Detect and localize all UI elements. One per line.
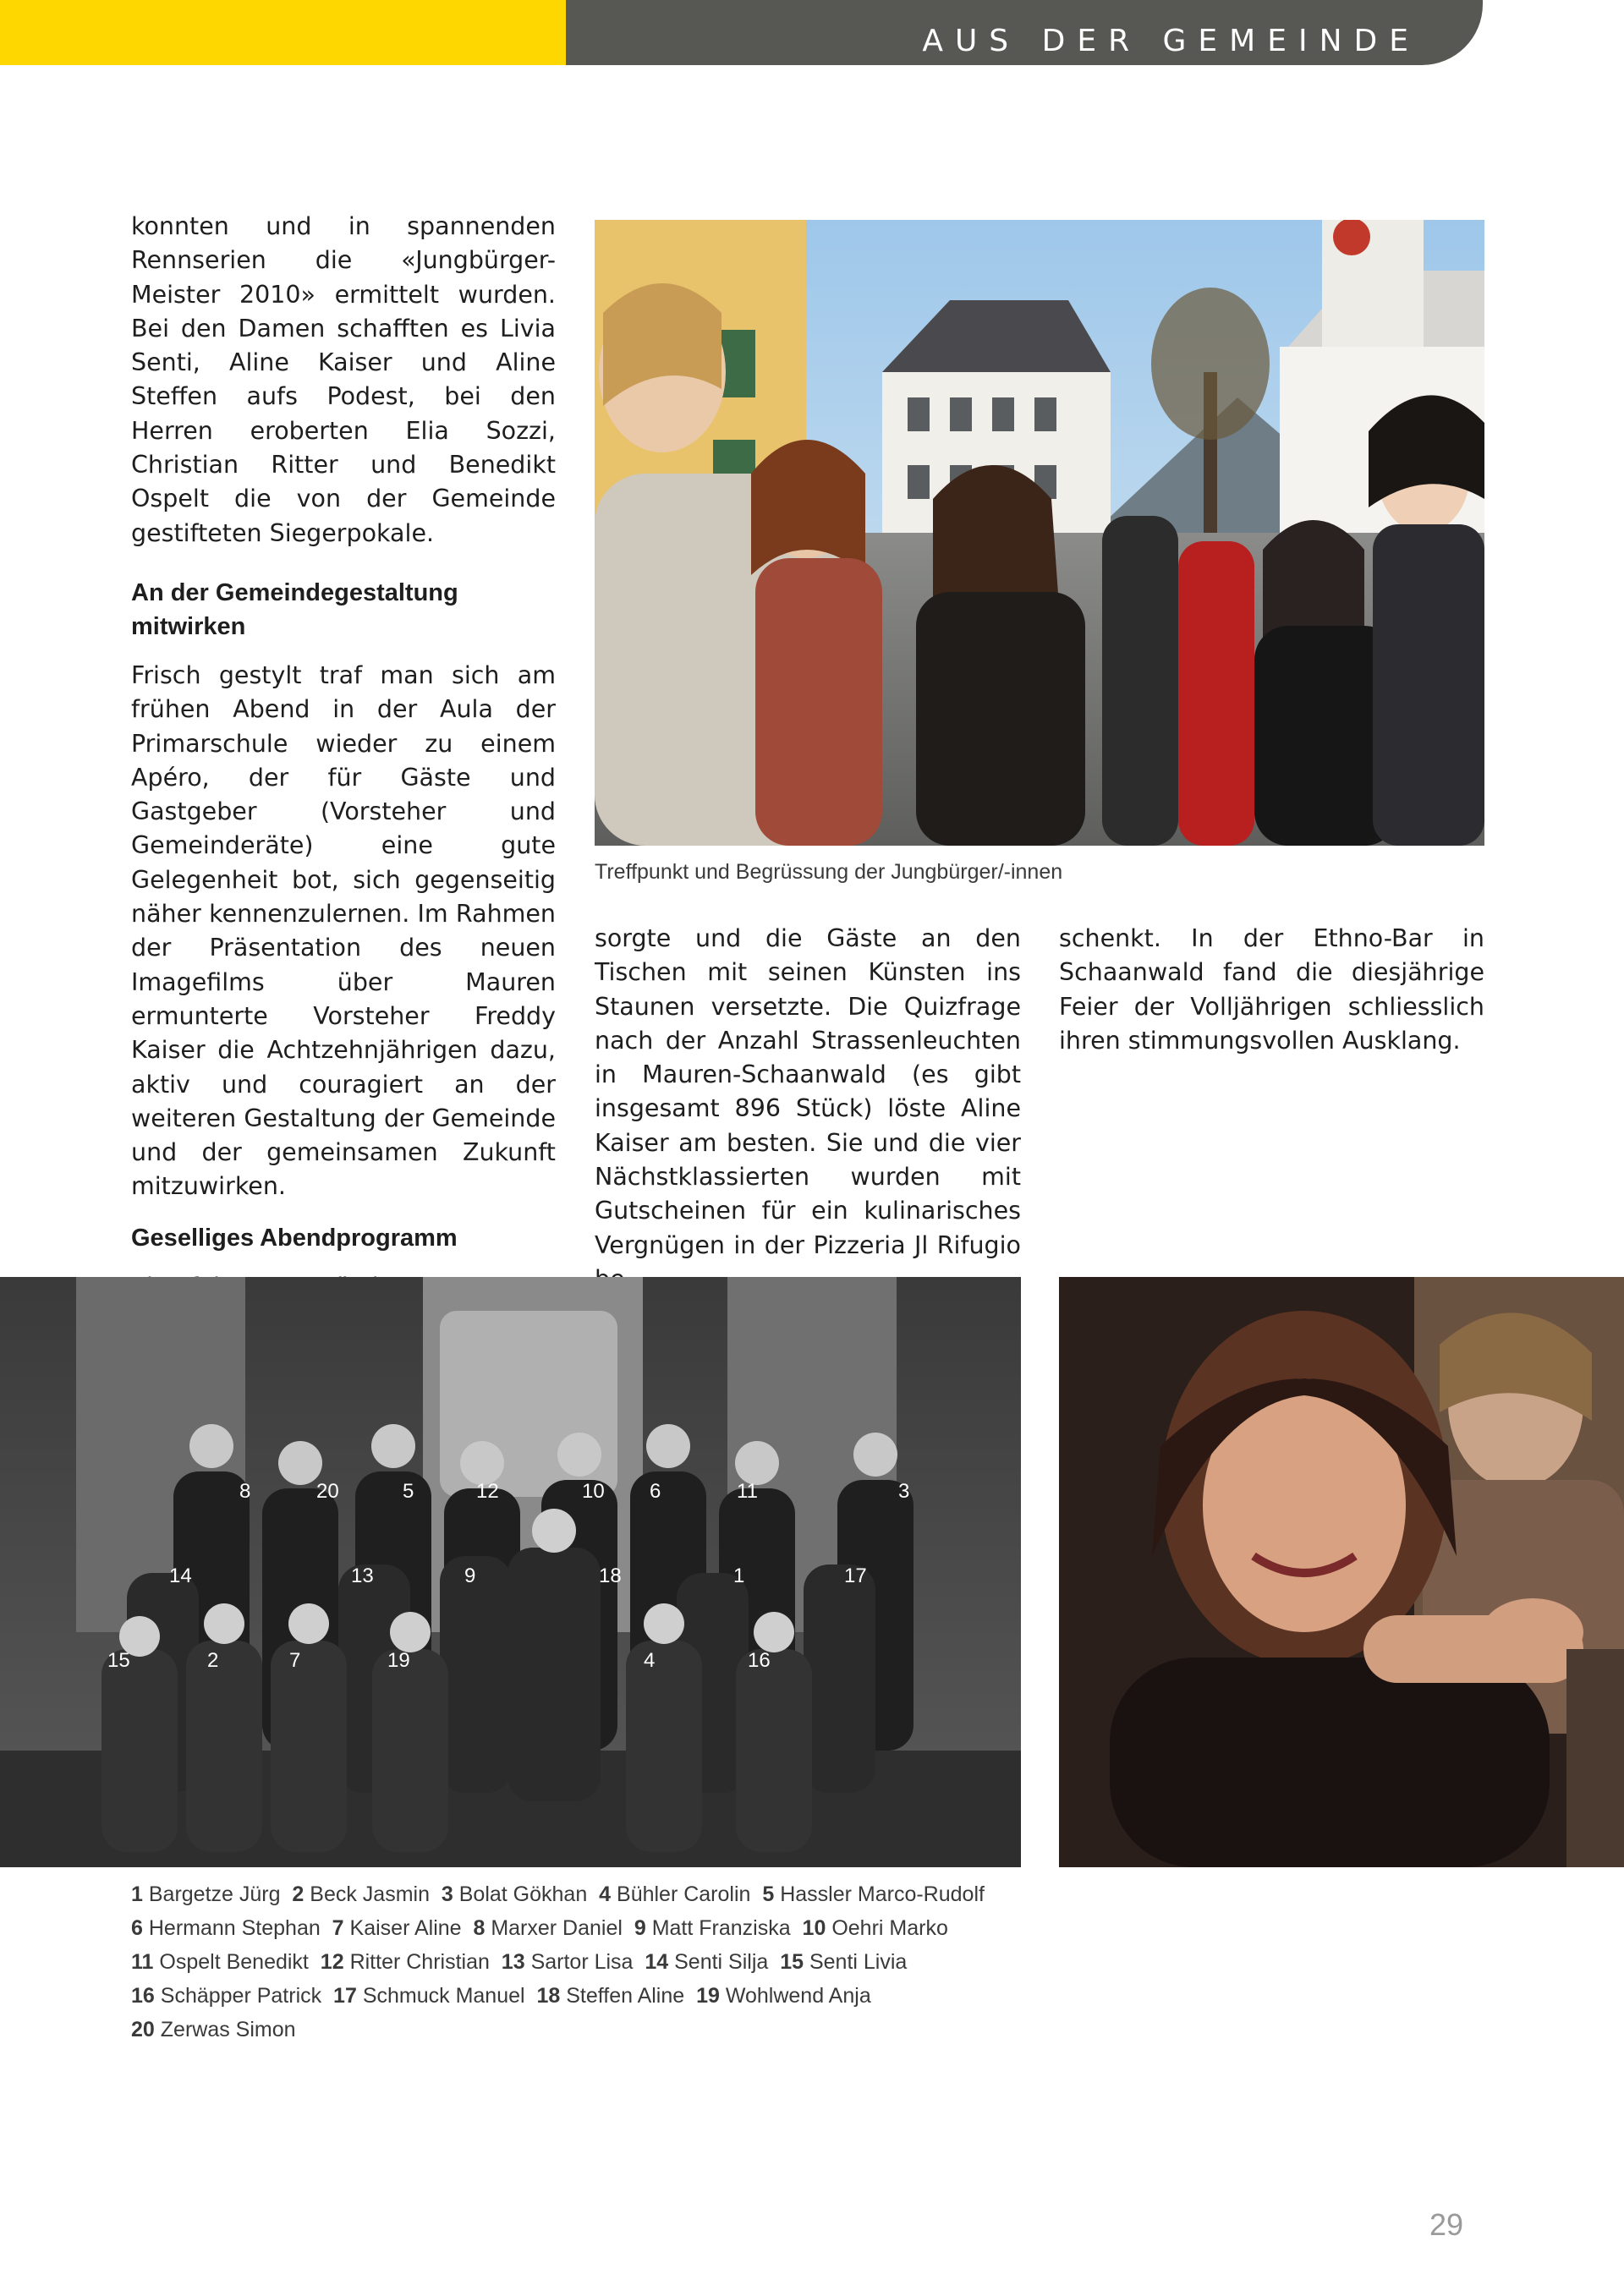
- names-line: [131, 1979, 1028, 2013]
- group-label: 10: [582, 1480, 605, 1503]
- name-text: Bolat Gökhan: [458, 1882, 588, 1906]
- subheading: An der Gemeindegestaltung mitwirken: [131, 578, 458, 640]
- group-label: 13: [351, 1564, 374, 1587]
- name-text: Senti Livia: [809, 1950, 908, 1974]
- subheading: Geselliges Abendprogramm: [131, 1224, 458, 1252]
- group-label: 17: [844, 1564, 867, 1587]
- names-list: [131, 1877, 1028, 2047]
- name-number: 2: [292, 1882, 304, 1906]
- name-number: 1: [131, 1882, 143, 1906]
- group-label: 14: [169, 1564, 192, 1587]
- group-label: 2: [207, 1649, 219, 1672]
- name-text: Marxer Daniel: [491, 1916, 623, 1940]
- group-photo: [0, 1277, 1021, 1867]
- group-label: 15: [107, 1649, 130, 1672]
- paragraph: konnten und in spannenden Rennserien die «Jungbürger-Meister 2010» ermittelt wurden. Bei den Damen schafften es Livia Senti, Aline Kaiser und Aline Steffen aufs Podest, bei den Herren eroberten Elia Sozzi, Christian Ritter und Benedikt Ospelt die von der Gemeinde gestifteten Siegerpokale.: [131, 212, 556, 547]
- paragraph: Frisch gestylt traf man sich am frühen Abend in der Aula der Primarschule wieder zu einem Apéro, der für Gäste und Gastgeber (Vorsteher und Gemeinderäte) eine gute Gelegenheit bot, sich gegenseitig näher kennenzulernen. Im Rahmen der Präsentation des neuen Imagefilms über Mauren ermunterte Vorsteher Freddy Kaiser die Achtzehnjährigen dazu, aktiv und couragiert an der weiteren Gestaltung der Gemeinde und der gemeinsamen Zukunft mitzuwirken.: [131, 660, 556, 1201]
- paragraph: sorgte und die Gäste an den Tischen mit seinen Künsten ins Staunen versetzte. Die Quizfrage nach der Anzahl Strassenleuchten in Mauren-Schaanwald (es gibt insgesamt 896 Stück) löste Aline Kaiser am besten. Sie und die vier Nächstklassierten wurden mit Gutscheinen für ein kulinarisches Vergnügen in der Pizzeria Jl Rifugio: [595, 924, 1021, 1259]
- name-number: 8: [473, 1916, 486, 1940]
- group-label: 9: [464, 1564, 476, 1587]
- group-label: 18: [599, 1564, 622, 1587]
- name-number: 17: [333, 1984, 357, 2008]
- name-text: Hassler Marco-Rudolf: [780, 1882, 985, 1906]
- name-text: Steffen Aline: [566, 1984, 685, 2008]
- name-text: Ritter Christian: [349, 1950, 490, 1974]
- column-middle: [595, 922, 1021, 1296]
- name-number: 11: [131, 1950, 154, 1974]
- group-label: 3: [898, 1480, 910, 1503]
- group-label: 12: [476, 1480, 499, 1503]
- paragraph: schenkt. In der Ethno-Bar in Schaanwald fand die diesjährige Feier der Volljährigen schliesslich ihren stimmungsvollen Ausklang.: [1059, 924, 1484, 1055]
- names-line: [131, 1945, 1028, 1979]
- name-text: Ospelt Benedikt: [159, 1950, 309, 1974]
- group-label: 7: [289, 1649, 301, 1672]
- group-label: 8: [239, 1480, 251, 1503]
- group-label: 11: [737, 1480, 758, 1503]
- name-text: Wohlwend Anja: [725, 1984, 871, 2008]
- name-number: 5: [762, 1882, 775, 1906]
- name-text: Kaiser Aline: [349, 1916, 462, 1940]
- page-number: 29: [1429, 2207, 1464, 2242]
- name-number: 4: [599, 1882, 612, 1906]
- photo-caption: Treffpunkt und Begrüssung der Jungbürger/-innen: [595, 860, 1063, 884]
- name-number: 20: [131, 2018, 155, 2041]
- group-label: 6: [650, 1480, 661, 1503]
- name-text: Schäpper Patrick: [160, 1984, 322, 2008]
- names-line: [131, 2013, 1028, 2047]
- column-left: [131, 210, 556, 1440]
- portrait-photo: [1059, 1277, 1624, 1867]
- name-text: Matt Franziska: [651, 1916, 791, 1940]
- name-number: 7: [332, 1916, 344, 1940]
- photo-meeting-point: [595, 220, 1484, 846]
- group-label: 19: [387, 1649, 410, 1672]
- name-number: 12: [320, 1950, 344, 1974]
- name-number: 13: [501, 1950, 525, 1974]
- name-number: 14: [645, 1950, 669, 1974]
- name-number: 19: [696, 1984, 720, 2008]
- name-text: Oehri Marko: [831, 1916, 948, 1940]
- name-text: Sartor Lisa: [530, 1950, 634, 1974]
- name-number: 18: [536, 1984, 561, 2008]
- names-line: [131, 1877, 1028, 1911]
- header-accent-bar: [0, 0, 566, 65]
- name-text: Schmuck Manuel: [362, 1984, 525, 2008]
- name-number: 16: [131, 1984, 155, 2008]
- name-text: Zerwas Simon: [160, 2018, 296, 2041]
- name-text: Bühler Carolin: [617, 1882, 751, 1906]
- name-number: 15: [780, 1950, 804, 1974]
- name-text: Beck Jasmin: [310, 1882, 430, 1906]
- name-number: 10: [802, 1916, 826, 1940]
- name-text: Hermann Stephan: [148, 1916, 321, 1940]
- group-label: 1: [733, 1564, 745, 1587]
- column-right: [1059, 922, 1484, 1058]
- group-label: 20: [316, 1480, 339, 1503]
- name-text: Bargetze Jürg: [148, 1882, 281, 1906]
- name-number: 9: [634, 1916, 646, 1940]
- group-label: 4: [644, 1649, 656, 1672]
- name-number: 6: [131, 1916, 143, 1940]
- section-title: AUS DER GEMEINDE: [922, 24, 1420, 58]
- group-label: 5: [403, 1480, 414, 1503]
- name-number: 3: [441, 1882, 453, 1906]
- name-text: Senti Silja: [674, 1950, 769, 1974]
- group-label: 16: [748, 1649, 771, 1672]
- names-line: [131, 1911, 1028, 1945]
